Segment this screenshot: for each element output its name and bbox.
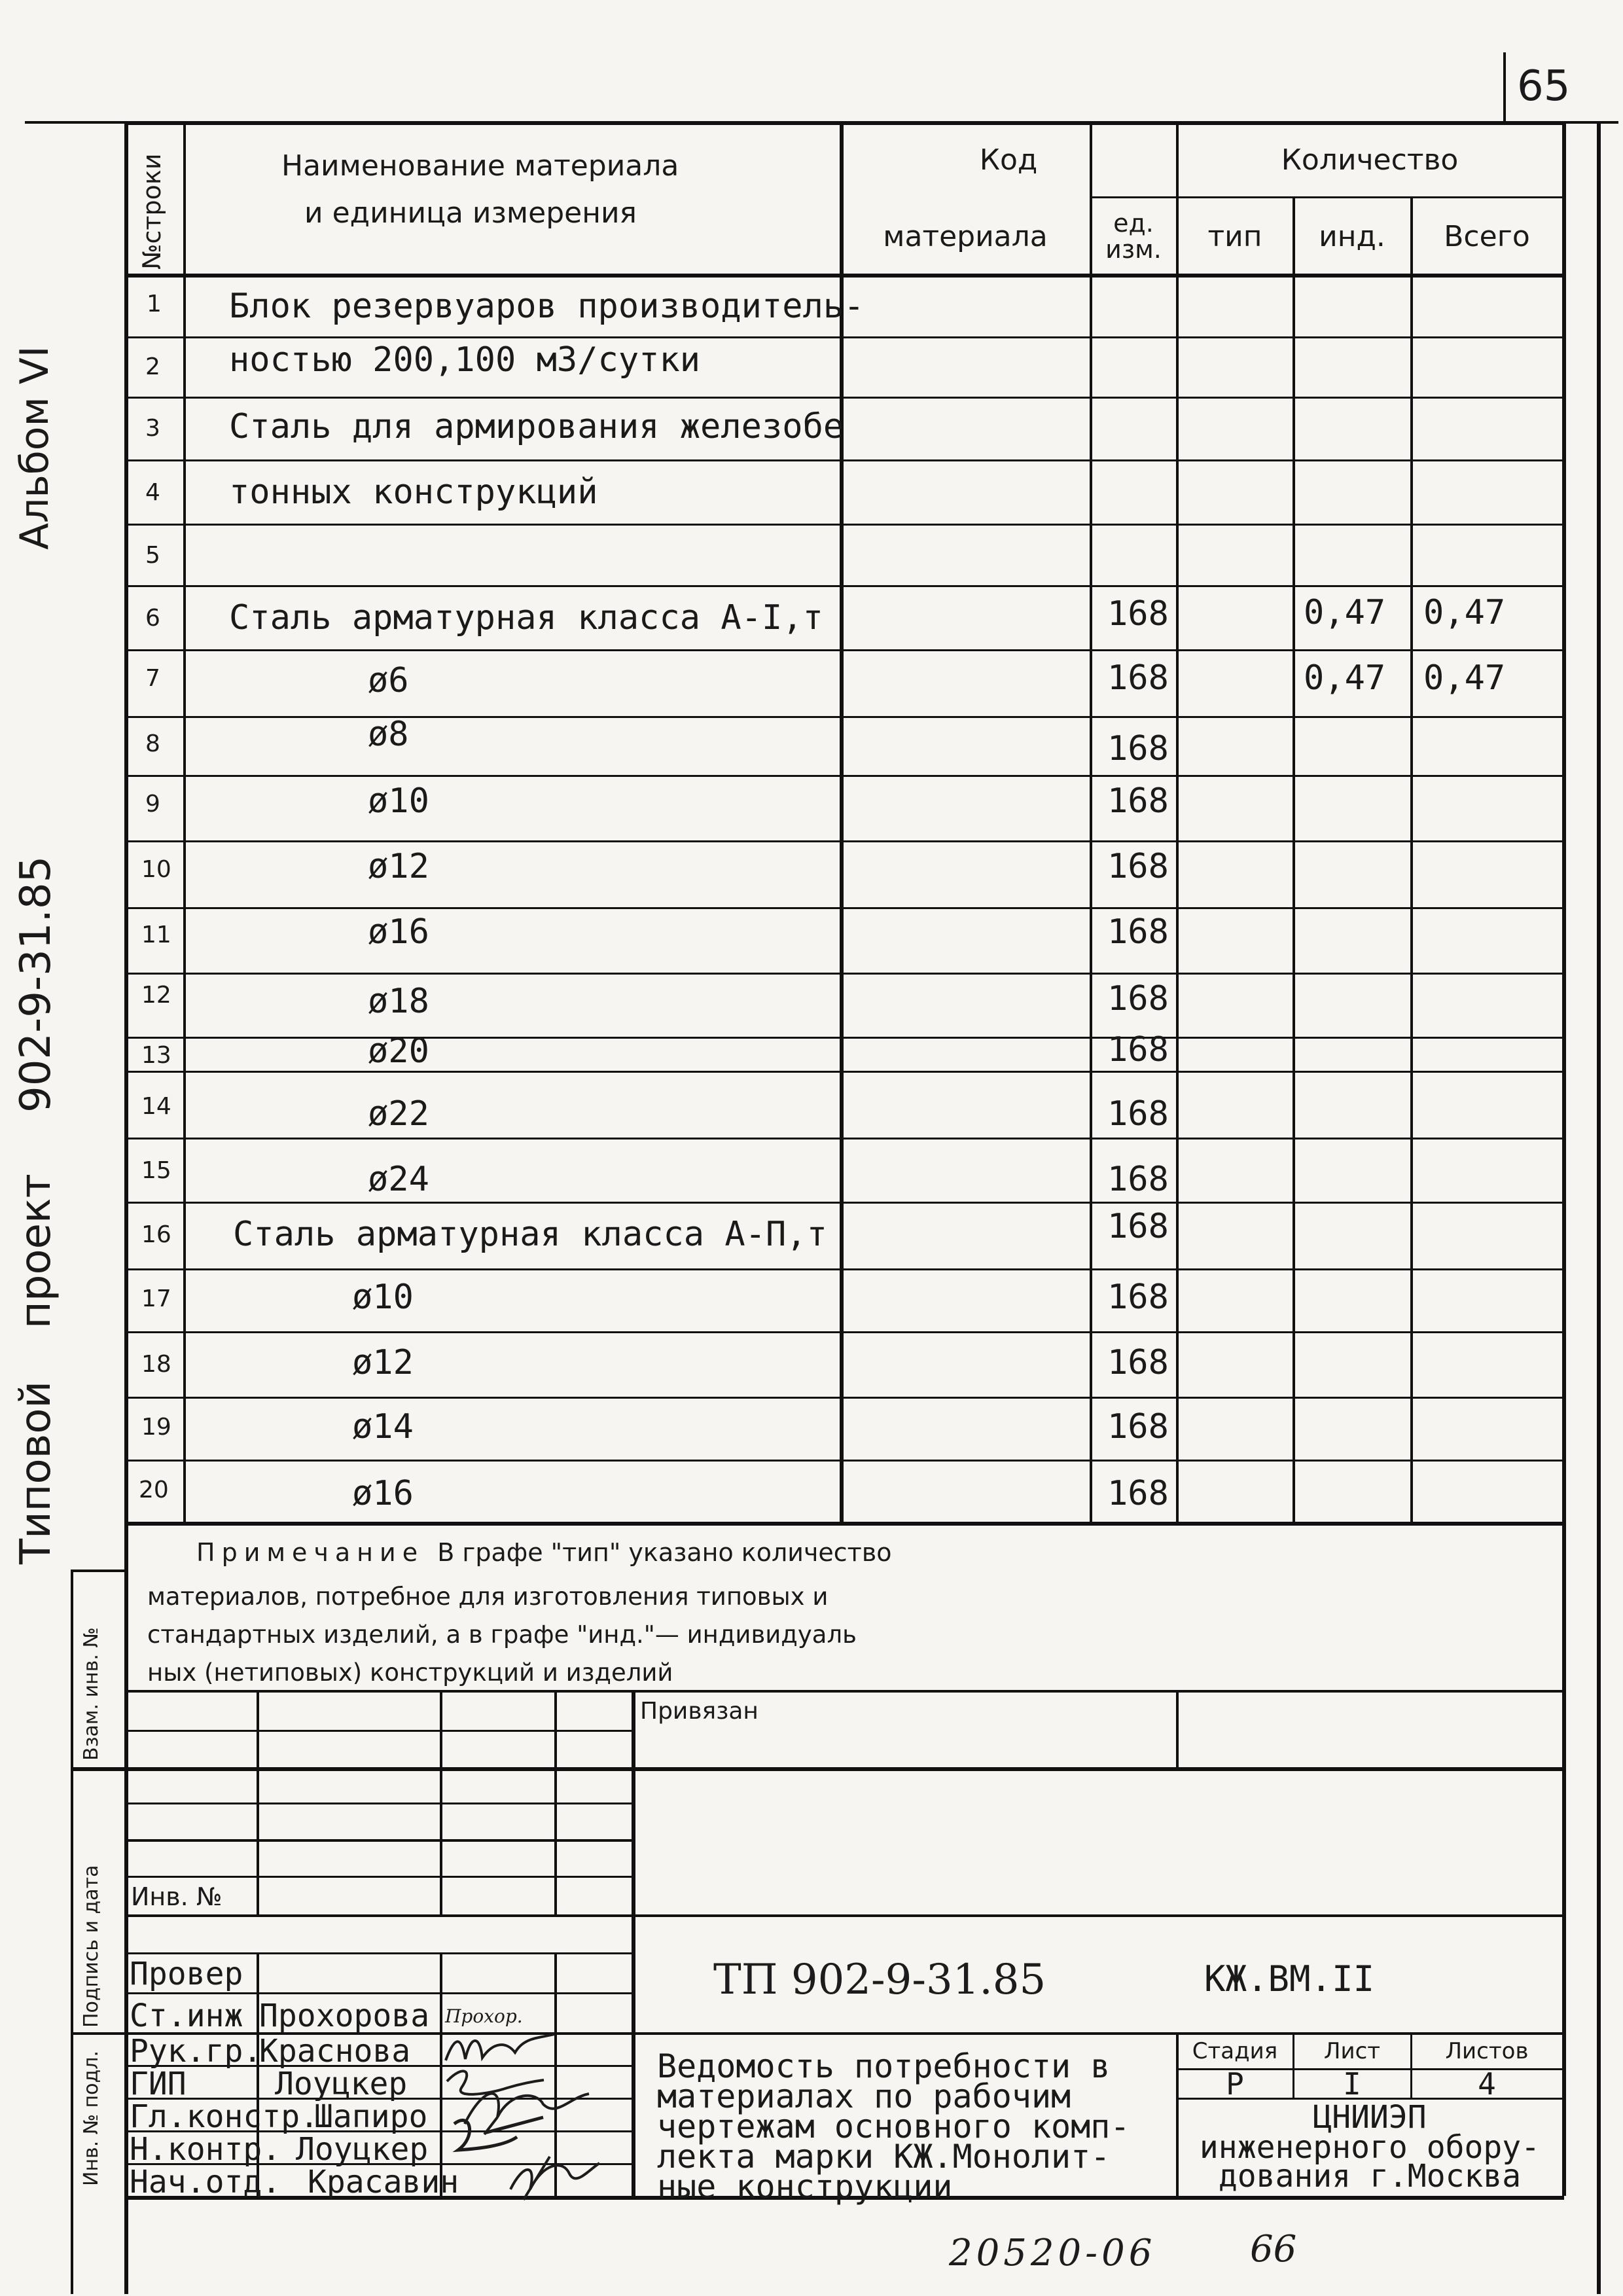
row-name: ø12 [368,847,429,886]
staff-role: Рук.гр. [130,2033,262,2070]
row-unit: 168 [1107,729,1169,768]
row-number: 8 [145,730,160,757]
project-code: ТП 902-9-31.85 [713,1956,1046,2004]
row-name: ø20 [368,1031,429,1071]
row-number: 14 [141,1093,171,1120]
bottom-page-number: 66 [1250,2228,1297,2270]
row-name: ø16 [352,1474,414,1513]
header-code-unit: ед. изм. [1105,209,1162,264]
note-line1: В графе "тип" указано количество [437,1538,892,1567]
signature-krasavin [504,2150,602,2202]
row-name: ø14 [352,1407,414,1446]
sheet-value: I [1343,2066,1361,2102]
row-number: 15 [141,1157,171,1184]
spine-project-code: 902-9-31.85 [12,855,60,1113]
row-number: 2 [145,353,160,380]
label-vzam-inv: Взам. инв. № [80,1627,103,1761]
row-unit: 168 [1107,979,1169,1018]
row-unit: 168 [1107,594,1169,634]
row-unit: 168 [1107,658,1169,698]
bottom-stamp: 20520-06 [949,2232,1156,2274]
row-number: 1 [147,291,162,317]
header-qty-total: Всего [1444,219,1530,253]
row-name: Блок резервуаров производитель- [229,287,865,326]
sheet-label: Лист [1323,2038,1381,2064]
row-number: 7 [145,665,160,692]
row-unit: 168 [1107,1407,1169,1446]
row-unit: 168 [1107,1278,1169,1317]
inv-no-label: Инв. № [131,1882,223,1911]
spine-project-word: Типовой [12,1380,60,1564]
row-number: 9 [145,791,160,817]
staff-name: Шапиро [314,2098,428,2135]
header-quantity: Количество [1281,143,1459,177]
row-name: ø10 [368,781,429,821]
row-ind: 0,47 [1304,593,1386,632]
row-number: 17 [141,1285,171,1312]
staff-name: Краснова [259,2033,411,2070]
spine-project-label: проект [12,1174,60,1329]
row-number: 4 [145,479,160,506]
row-ind: 0,47 [1304,658,1386,698]
row-number: 6 [145,605,160,632]
row-unit: 168 [1107,1474,1169,1513]
staff-role: Нач.отд. [130,2164,281,2200]
sheets-label: Листов [1445,2038,1529,2064]
row-name: ø22 [368,1094,429,1134]
header-qty-type: тип [1207,219,1262,253]
row-number: 13 [141,1042,171,1069]
row-unit: 168 [1107,912,1169,952]
row-unit: 168 [1107,1343,1169,1382]
row-number: 5 [145,542,160,569]
note-line4: ных (нетиповых) конструкций и изделий [147,1659,673,1687]
header-code-material: материала [883,219,1048,253]
row-unit: 168 [1107,781,1169,821]
signature-prokhorova-text: Прохор. [445,2005,523,2027]
row-name: ø16 [368,912,429,952]
row-name: ø6 [368,661,409,700]
row-number: 12 [141,982,171,1009]
row-name: ø8 [368,715,409,754]
header-name-line1: Наименование материала [281,149,679,183]
row-total: 0,47 [1423,593,1506,632]
staff-role: Ст.инж [130,1998,243,2034]
staff-role: ГИП [130,2066,187,2102]
note-line3: стандартных изделий, а в графе "инд."— индивидуаль [147,1621,857,1649]
row-unit: 168 [1107,847,1169,886]
row-unit: 168 [1107,1030,1169,1069]
stage-value: Р [1226,2066,1244,2102]
privyazan-label: Привязан [640,1698,758,1725]
document-mark: КЖ.ВМ.II [1204,1958,1375,2000]
sheets-value: 4 [1478,2066,1496,2102]
staff-role: Провер [130,1956,243,1992]
header-row-no: №строки [137,153,166,270]
row-number: 10 [141,856,171,883]
header-qty-ind: инд. [1319,219,1385,253]
staff-role: Н.контр. [130,2131,281,2168]
staff-role: Гл.констр. [130,2098,319,2135]
right-frame-line [1597,121,1601,2294]
staff-name: Красавин [308,2164,459,2200]
label-inv-podl: Инв. № подл. [80,2051,103,2186]
row-number: 11 [141,922,171,948]
row-name: Сталь арматурная класса А-I,т [229,598,823,637]
header-name-line2: и единица измерения [304,196,637,230]
stage-label: Стадия [1192,2038,1278,2064]
row-name: ø12 [352,1343,414,1382]
row-total: 0,47 [1423,658,1506,698]
header-code: Код [979,143,1038,177]
staff-name: Лоуцкер [296,2131,429,2168]
row-number: 16 [141,1221,171,1248]
note-heading: Примечание [196,1538,425,1567]
row-number: 20 [139,1477,169,1503]
row-unit: 168 [1107,1094,1169,1134]
row-name: ностью 200,100 м3/сутки [229,340,701,380]
row-name: ø24 [368,1160,429,1199]
row-name: ø10 [352,1278,414,1317]
row-name: ø18 [368,982,429,1021]
row-number: 19 [141,1414,171,1441]
row-name: Сталь для армирования железобе [229,407,844,446]
staff-name: Прохорова [259,1998,430,2034]
staff-name: Лоуцкер [275,2066,408,2102]
row-unit: 168 [1107,1160,1169,1199]
row-unit: 168 [1107,1207,1169,1246]
label-podpis-data: Подпись и дата [80,1865,103,2028]
row-name: Сталь арматурная класса А-П,т [233,1215,827,1254]
note-line2: материалов, потребное для изготовления типовых и [147,1583,829,1611]
row-number: 3 [145,415,160,442]
row-number: 18 [141,1351,171,1378]
corner-box-left [1503,52,1506,122]
spine-album: Альбом VI [12,346,58,550]
drawing-sheet: 65 Альбом VI Типовой проект 902-9-31.85 №строки Наименование материала и единица измерения Код Количество материала ед. изм. тип инд. Всего 1 Блок резервуаров производитель- 2 ностью 200,100 м3/сутки 3 Сталь для армирования железобе 4 тонных конструкций 5 6 Сталь арматурная класса А-I,т 168 0,47 0,47 7 ø6 168 0,47 0,47 8 ø8 168 9 ø10 168 10 ø12 168 11 ø16 168 12 ø18 168 13 ø20 168 14 ø22 168 15 ø24 168 16 Сталь арматурная класса А-П,т 168 17 ø10 168 18 ø12 168 19 ø14 168 20 ø16 168 Примечание В графе "тип" указано количество материалов, потребное для изготовления типовых и стандартных изделий, а в графе "инд."— индивидуаль ных (нетиповых) конструкций и изделий Взам. инв. № Подпись и дата Инв. № подл. Привязан Инв. № Провер Ст.инж Прохорова Рук.гр. Краснова ГИП Лоуцкер Гл.констр. Шапиро Н.контр. Лоуцкер Нач.отд. Красавин Прохор. ТП 902-9-31.85 КЖ.ВМ.II Ведомость потребности в материалах по рабочим чертежам основного комп- лекта марки КЖ.Монолит- ные конструкции Стадия Лист Листов Р I 4 ЦНИИЭП инженерного обору- дования г.Москва 20520-06 66 [0,0,1623,2296]
page-corner-number: 65 [1517,62,1571,111]
row-name: тонных конструкций [229,473,598,512]
